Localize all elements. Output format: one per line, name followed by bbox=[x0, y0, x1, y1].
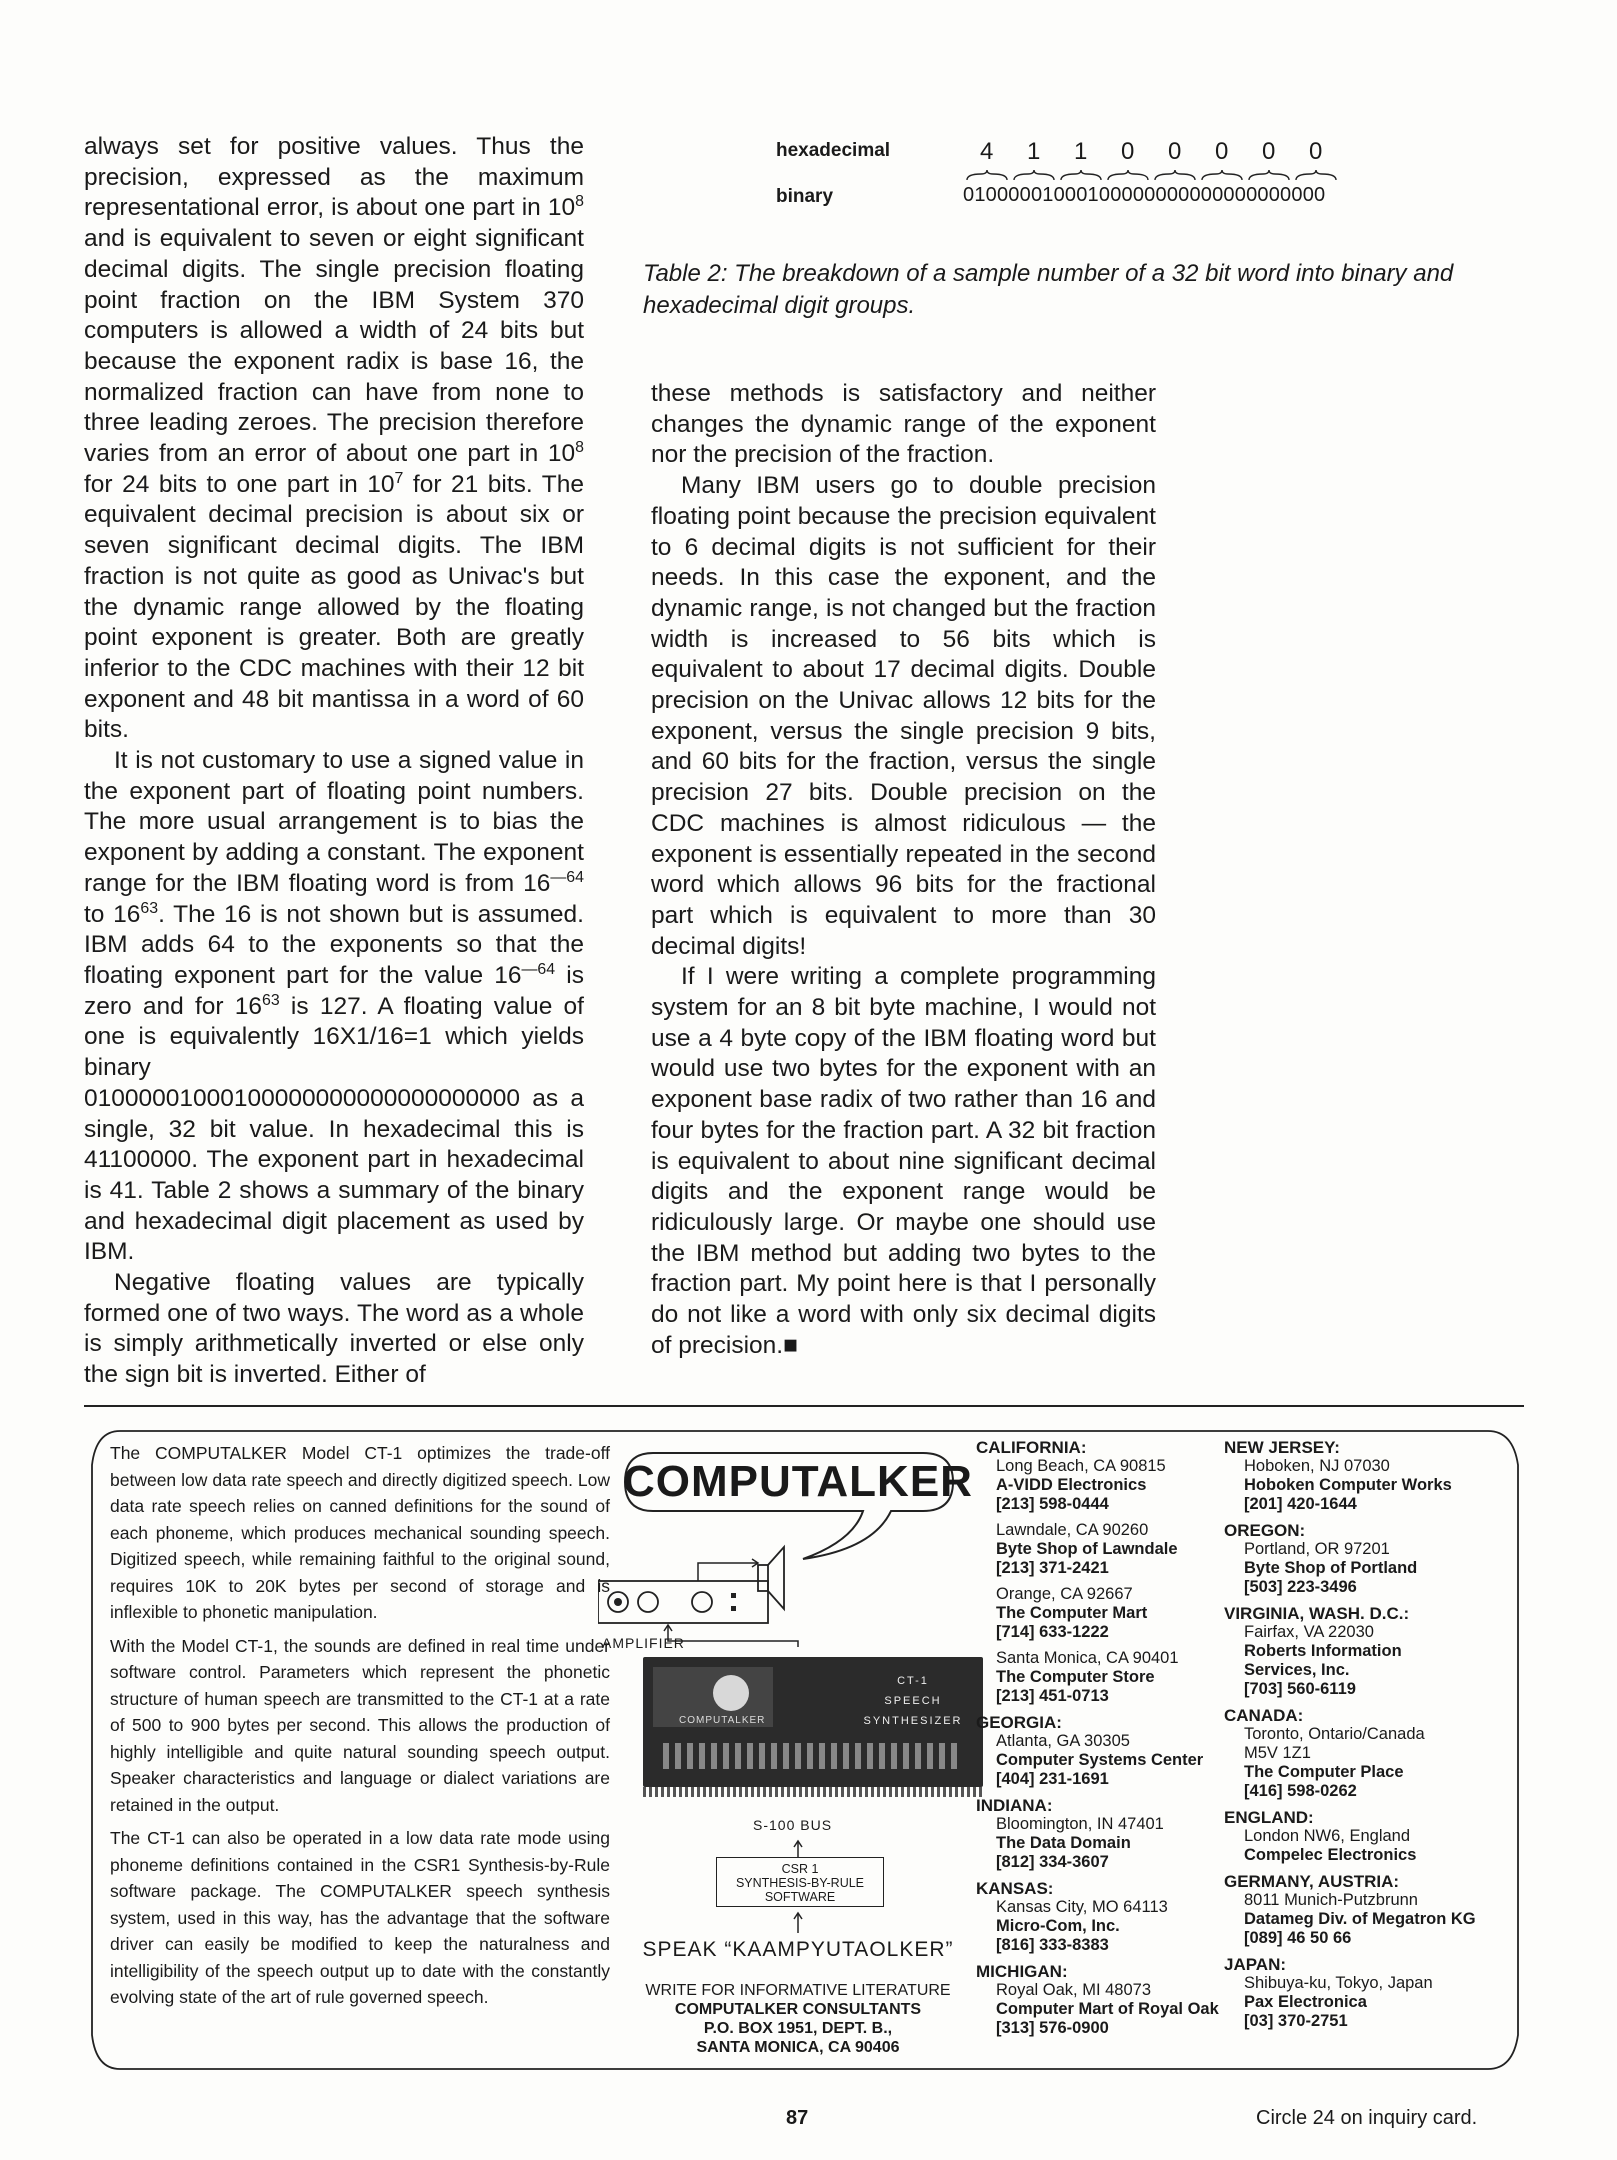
section-rule bbox=[84, 1405, 1524, 1407]
dealer-phone: [213] 371-2421 bbox=[996, 1559, 1109, 1577]
brand-bubble bbox=[623, 1449, 973, 1515]
ad-description bbox=[110, 1440, 610, 2018]
hex-digit: 4 bbox=[980, 138, 994, 165]
dealer-list-1 bbox=[976, 1438, 1248, 2045]
ad-contact: WRITE FOR INFORMATIVE LITERATURE COMPUTALKER CONSULTANTS P.O. BOX 1951, DEPT. B., SANTA MONICA, CA 90406 bbox=[645, 1982, 951, 2056]
dealer-phone: [503] 223-3496 bbox=[1244, 1578, 1357, 1596]
dealer-phone: [213] 598-0444 bbox=[996, 1495, 1109, 1513]
dealer-region: CANADA: bbox=[1224, 1706, 1304, 1725]
dealer-city: Orange, CA 92667 bbox=[996, 1585, 1133, 1603]
dealer-entry bbox=[988, 1585, 1248, 1642]
dealer-city: Long Beach, CA 90815 bbox=[996, 1457, 1166, 1475]
dealer-city: Shibuya-ku, Tokyo, Japan bbox=[1244, 1974, 1433, 1992]
dealer-phone: [714] 633-1222 bbox=[996, 1623, 1109, 1641]
dealer-name: The Computer Mart bbox=[996, 1604, 1148, 1622]
dealer-name: The Data Domain bbox=[996, 1834, 1131, 1852]
dealer-phone: [703] 560-6119 bbox=[1244, 1680, 1356, 1698]
dealer-entry bbox=[1236, 1457, 1506, 1514]
hex-digit: 0 bbox=[1262, 138, 1276, 165]
dealer-region: INDIANA: bbox=[976, 1796, 1053, 1815]
table-caption: Table 2: The breakdown of a sample number of a 32 bit word into binary and hexadecimal digit groups. bbox=[643, 260, 1454, 319]
digit-brace bbox=[967, 170, 1007, 180]
digit-brace bbox=[1202, 170, 1242, 180]
ad-paragraph-1: The COMPUTALKER Model CT-1 optimizes the trade-off between low data rate speech and directly digitized speech. Low data rate speech relies on canned definitions for the sound of each phoneme, which produces mechanical sounding speech. Digitized speech, while remaining faithful to the original sound, requires 10K to 20K bytes per second of storage and is inflexible to phonetic manipulation. bbox=[110, 1443, 610, 1622]
dealer-name: Hoboken Computer Works bbox=[1244, 1476, 1452, 1494]
dealer-phone: [812] 334-3607 bbox=[996, 1853, 1109, 1871]
board-photo bbox=[643, 1657, 983, 1787]
dealer-phone: [089] 46 50 66 bbox=[1244, 1929, 1352, 1947]
arrow-up-icon bbox=[788, 1839, 808, 1859]
board-logo-icon bbox=[713, 1675, 749, 1711]
dealer-region: GERMANY, AUSTRIA: bbox=[1224, 1872, 1400, 1891]
dealer-phone: [03] 370-2751 bbox=[1244, 2012, 1348, 2030]
hex-digit: 0 bbox=[1309, 138, 1323, 165]
dealer-city: Atlanta, GA 30305 bbox=[996, 1732, 1130, 1750]
dealer-phone: [313] 576-0900 bbox=[996, 2019, 1109, 2037]
dealer-phone: [213] 451-0713 bbox=[996, 1687, 1109, 1705]
dealer-phone: [404] 231-1691 bbox=[996, 1770, 1109, 1788]
right-paragraph-3: If I were writing a complete programming system for an 8 bit byte machine, I would not use a 4 byte copy of the IBM floating word but would use two bytes for the exponent with an exponent base radix of two rather than 16 and four bytes for the fraction part. A 32 bit fraction is equivalent to about nine significant decimal digits and the exponent range would be ridiculously large. Or maybe one should use the IBM method but adding two bytes to the fraction part. My point here is that I personally do not like a word with only six decimal digits of precision.■ bbox=[651, 963, 1156, 1359]
digit-group-braces bbox=[963, 168, 1343, 184]
hex-digit: 1 bbox=[1074, 138, 1088, 165]
dealer-entry bbox=[1236, 1623, 1506, 1699]
dealer-phone: [201] 420-1644 bbox=[1244, 1495, 1357, 1513]
dealer-entry bbox=[1236, 1725, 1506, 1801]
ad-paragraph-3: The CT-1 can also be operated in a low data rate mode using phoneme definitions contained in the CSR1 Synthesis-by-Rule software package. The COMPUTALKER speech synthesis system, used in this way, has the advantage that the software driver can easily be modified to keep the naturalness and intelligibility of the speech output up to date with the constantly evolving state of the art of rule governed speech. bbox=[110, 1828, 610, 2007]
right-column bbox=[651, 379, 1156, 1362]
dealer-city: Bloomington, IN 47401 bbox=[996, 1815, 1164, 1833]
dealer-city: Portland, OR 97201 bbox=[1244, 1540, 1390, 1558]
right-paragraph-1: these methods is satisfactory and neither changes the dynamic range of the exponent nor the precision of the fraction. bbox=[651, 380, 1156, 469]
dealer-region: CALIFORNIA: bbox=[976, 1438, 1087, 1457]
dealer-entry bbox=[1236, 1540, 1506, 1597]
binary-value: 01000001000100000000000000000000 bbox=[963, 184, 1326, 206]
dealer-city: Toronto, Ontario/Canada bbox=[1244, 1725, 1425, 1743]
dealer-name: Byte Shop of Lawndale bbox=[996, 1540, 1178, 1558]
dealer-region: OREGON: bbox=[1224, 1521, 1306, 1540]
dealer-name: Datameg Div. of Megatron KG bbox=[1244, 1910, 1476, 1928]
dealer-name: Byte Shop of Portland bbox=[1244, 1559, 1418, 1577]
digit-brace bbox=[1108, 170, 1148, 180]
dealer-city: Lawndale, CA 90260 bbox=[996, 1521, 1149, 1539]
dealer-city: Fairfax, VA 22030 bbox=[1244, 1623, 1374, 1641]
dealer-entry bbox=[988, 1521, 1248, 1578]
left-paragraph-3: Negative floating values are typically formed one of two ways. The word as a whole is simply arithmetically inverted or else only the sign bit is inverted. Either of bbox=[84, 1269, 584, 1389]
dealer-entry bbox=[1236, 1974, 1506, 2031]
digit-brace bbox=[1061, 170, 1101, 180]
dealer-phone: [816] 333-8383 bbox=[996, 1936, 1109, 1954]
csr1-software-box: CSR 1 SYNTHESIS-BY-RULE SOFTWARE bbox=[716, 1857, 884, 1907]
dealer-name: The Computer Place bbox=[1244, 1763, 1404, 1781]
digit-brace bbox=[1249, 170, 1289, 180]
ad-slogan: SPEAK “KAAMPYUTAOLKER” bbox=[642, 1938, 954, 1961]
amplifier-label: AMPLIFIER bbox=[602, 1635, 685, 1651]
dealer-region: NEW JERSEY: bbox=[1224, 1438, 1340, 1457]
computalker-advertisement bbox=[88, 1425, 1528, 2075]
dealer-region: KANSAS: bbox=[976, 1879, 1054, 1898]
dealer-entry bbox=[1236, 1827, 1506, 1865]
dealer-city: 8011 Munich-Putzbrunn bbox=[1244, 1891, 1418, 1909]
digit-brace bbox=[1296, 170, 1336, 180]
edge-connector bbox=[643, 1787, 983, 1797]
dealer-name: Pax Electronica bbox=[1244, 1993, 1367, 2011]
dealer-region: MICHIGAN: bbox=[976, 1962, 1068, 1981]
dealer-name: Micro-Com, Inc. bbox=[996, 1917, 1120, 1935]
dealer-city: Kansas City, MO 64113 bbox=[996, 1898, 1168, 1916]
dealer-entry bbox=[988, 1815, 1248, 1872]
dealer-list-2 bbox=[1224, 1438, 1506, 2038]
board-title: CT-1 SPEECH SYNTHESIZER bbox=[863, 1675, 963, 1727]
hex-digit: 0 bbox=[1168, 138, 1182, 165]
hex-digit: 0 bbox=[1215, 138, 1229, 165]
end-mark: ■ bbox=[783, 1331, 798, 1359]
dealer-region: JAPAN: bbox=[1224, 1955, 1287, 1974]
dealer-region: VIRGINIA, WASH. D.C.: bbox=[1224, 1604, 1410, 1623]
dealer-entry bbox=[988, 1457, 1248, 1514]
dealer-city2: M5V 1Z1 bbox=[1244, 1744, 1311, 1762]
inquiry-note: Circle 24 on inquiry card. bbox=[1256, 2107, 1478, 2129]
dealer-name: A-VIDD Electronics bbox=[996, 1476, 1147, 1494]
board-brand: COMPUTALKER bbox=[679, 1715, 766, 1726]
left-column bbox=[84, 132, 584, 1391]
hex-label: hexadecimal bbox=[776, 140, 891, 161]
dealer-entry bbox=[1236, 1891, 1506, 1948]
bus-label: S-100 BUS bbox=[753, 1817, 833, 1833]
left-paragraph-2: It is not customary to use a signed value in the exponent part of floating point numbers. The more usual arrangement is to bias the exponent by adding a constant. The exponent range for the IBM floating word is from $16^{—64}$ to $16^{63}$. The 16 is not shown but is assumed. IBM adds 64 to the exponents so that the floating exponent part for the value $16^{—64}$ is zero and for $16^{63}$ is 127. A floating value of one is equivalently 16X1/16=1 which yields binary 01000001000100000000000000000000 as a single, 32 bit value. In hexadecimal this is 41100000. The exponent part in hexadecimal is 41. Table 2 shows a summary of the binary and hexadecimal digit placement as used by IBM. bbox=[84, 747, 584, 1266]
dealer-name: Roberts Information bbox=[1244, 1642, 1402, 1660]
hex-digit: 0 bbox=[1121, 138, 1135, 165]
right-paragraph-2: Many IBM users go to double precision floating point because the precision equivalent to 6 decimal digits is not sufficient for their needs. In this case the exponent, and the dynamic range, is not changed but the fraction width is increased to 56 bits which is equivalent to about 17 decimal digits. Double precision on the Univac allows 12 bits for the exponent, versus the single precision 9 bits, and 60 bits for the fraction, versus the single precision 27 bits. Double precision on the CDC machines is almost ridiculous — the exponent is essentially repeated in the second word which allows 96 bits for the fractional part which is equivalent to more than 30 decimal digits! bbox=[651, 472, 1156, 960]
dealer-entry bbox=[988, 1732, 1248, 1789]
dealer-phone: [416] 598-0262 bbox=[1244, 1782, 1357, 1800]
dealer-name: Computer Systems Center bbox=[996, 1751, 1204, 1769]
dealer-city: Hoboken, NJ 07030 bbox=[1244, 1457, 1390, 1475]
binary-label: binary bbox=[776, 186, 834, 207]
digit-brace bbox=[1014, 170, 1054, 180]
brand-name: COMPUTALKER bbox=[623, 1457, 973, 1506]
hex-digit: 1 bbox=[1027, 138, 1041, 165]
dealer-name: The Computer Store bbox=[996, 1668, 1155, 1686]
dealer-region: GEORGIA: bbox=[976, 1713, 1062, 1732]
dealer-entry bbox=[988, 1898, 1248, 1955]
table-2 bbox=[640, 132, 1540, 222]
ad-paragraph-2: With the Model CT-1, the sounds are defined in real time under software control. Parameters which represent the phonetic structure of human speech are transmitted to the CT-1 at a rate of 500 to 900 bytes per second. This allows the production of highly intelligible and quite natural sounding speech output. Speaker characteristics and language or dialect variations are retained in the output. bbox=[110, 1635, 610, 1815]
page-number: 87 bbox=[786, 2107, 809, 2129]
amplifier-icon bbox=[598, 1581, 768, 1623]
dealer-entry bbox=[988, 1649, 1248, 1706]
dealer-region: ENGLAND: bbox=[1224, 1808, 1314, 1827]
speaker-icon bbox=[758, 1547, 784, 1609]
dealer-city: Royal Oak, MI 48073 bbox=[996, 1981, 1151, 1999]
dealer-city: London NW6, England bbox=[1244, 1827, 1411, 1845]
dealer-name2: Services, Inc. bbox=[1244, 1661, 1350, 1679]
dealer-entry bbox=[988, 1981, 1248, 2038]
dealer-city: Santa Monica, CA 90401 bbox=[996, 1649, 1179, 1667]
left-paragraph-1: always set for positive values. Thus the precision, expressed as the maximum representational error, is about one part in $10^8$ and is equivalent to seven or eight significant decimal digits. The single precision floating point fraction on the IBM System 370 computers is allowed a width of 24 bits but because the exponent radix is base 16, the normalized fraction can have from none to three leading zeroes. The precision therefore varies from an error of about one part in $10^8$ for 24 bits to one part in $10^7$ for 21 bits. The equivalent decimal precision is about six or seven significant decimal digits. The IBM fraction is not quite as good as Univac's but the dynamic range allowed by the floating point exponent is greater. Both are greatly inferior to the CDC machines with their 12 bit exponent and 48 bit mantissa in a word of 60 bits. bbox=[84, 133, 585, 744]
digit-brace bbox=[1155, 170, 1195, 180]
arrow-up-icon bbox=[788, 1911, 808, 1935]
dealer-name: Compelec Electronics bbox=[1244, 1846, 1417, 1864]
dealer-name: Computer Mart of Royal Oak bbox=[996, 2000, 1219, 2018]
